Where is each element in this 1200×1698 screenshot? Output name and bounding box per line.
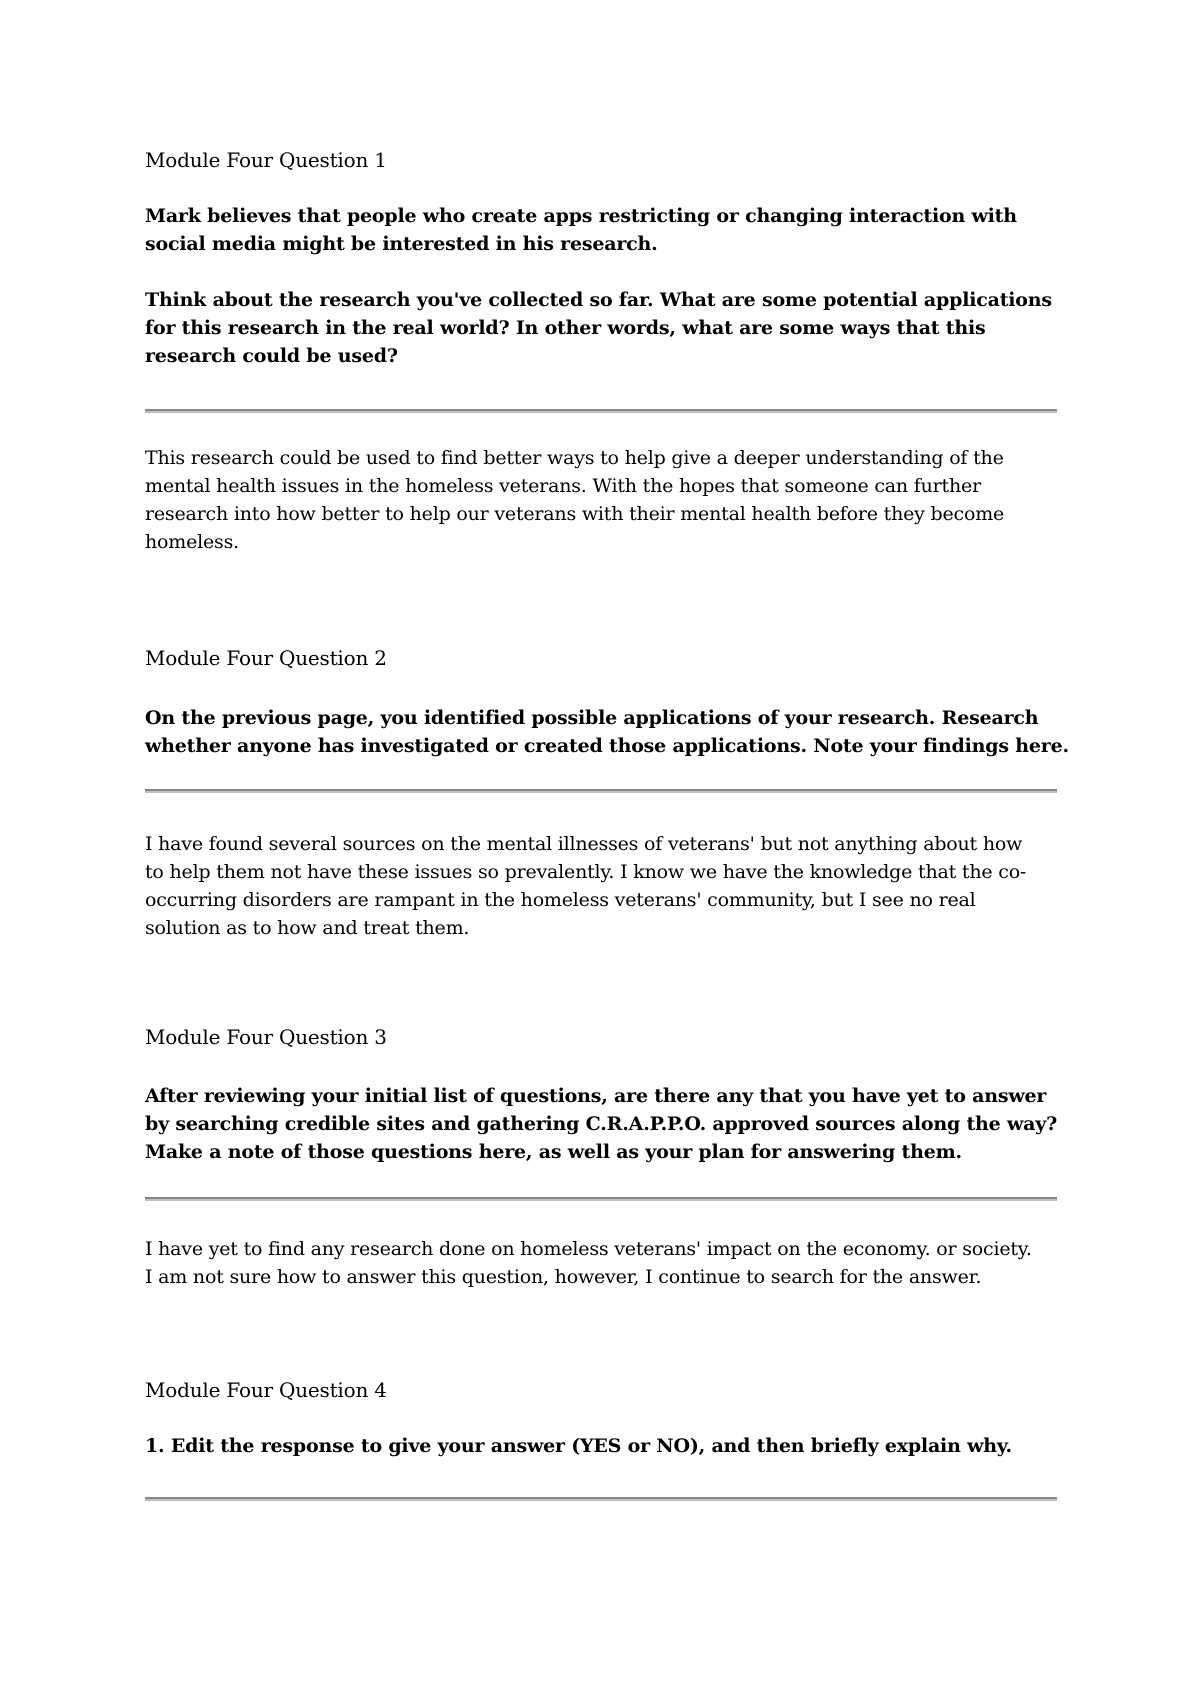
section-divider [145, 1197, 1057, 1201]
question-4-prompt-1 [145, 1432, 1012, 1460]
answer-line: This research could be used to find better ways to help give a deeper understanding of the [145, 447, 1004, 469]
question-2-prompt-1 [145, 704, 1069, 760]
question-3-prompt-1 [145, 1082, 1057, 1166]
answer-line: I have found several sources on the mental illnesses of veterans' but not anything about how [145, 833, 1023, 855]
answer-line: solution as to how and treat them. [145, 917, 470, 939]
prompt-line: Think about the research you've collected so far. What are some potential applications [145, 289, 1052, 311]
prompt-line: Make a note of those questions here, as well as your plan for answering them. [145, 1141, 962, 1163]
prompt-line: whether anyone has investigated or created those applications. Note your findings here. [145, 735, 1069, 757]
answer-line: occurring disorders are rampant in the homeless veterans' community, but I see no real [145, 889, 976, 911]
answer-line: I have yet to find any research done on homeless veterans' impact on the economy. or society. [145, 1238, 1032, 1260]
question-1-prompt-1 [145, 202, 1017, 258]
question-1-answer [145, 444, 1004, 556]
prompt-line: research could be used? [145, 345, 398, 367]
prompt-line: social media might be interested in his research. [145, 233, 658, 255]
prompt-line: by searching credible sites and gathering C.R.A.P.P.O. approved sources along the way? [145, 1113, 1058, 1135]
question-2-heading: Module Four Question 2 [145, 646, 387, 670]
prompt-line: for this research in the real world? In other words, what are some ways that this [145, 317, 986, 339]
prompt-line: 1. Edit the response to give your answer (YES or NO), and then briefly explain why. [145, 1435, 1012, 1457]
prompt-line: After reviewing your initial list of questions, are there any that you have yet to answer [145, 1085, 1047, 1107]
question-1-prompt-2 [145, 286, 1052, 370]
question-3-heading: Module Four Question 3 [145, 1025, 387, 1049]
answer-line: research into how better to help our veterans with their mental health before they become [145, 503, 1005, 525]
section-divider [145, 789, 1057, 793]
answer-line: homeless. [145, 531, 239, 553]
answer-line: to help them not have these issues so prevalently. I know we have the knowledge that the co- [145, 861, 1027, 883]
answer-line: mental health issues in the homeless veterans. With the hopes that someone can further [145, 475, 981, 497]
question-1-heading: Module Four Question 1 [145, 148, 387, 172]
section-divider [145, 1497, 1057, 1501]
question-2-answer [145, 830, 1026, 942]
question-3-answer [145, 1235, 1032, 1291]
prompt-line: On the previous page, you identified possible applications of your research. Research [145, 707, 1039, 729]
section-divider [145, 409, 1057, 413]
question-4-heading: Module Four Question 4 [145, 1378, 387, 1402]
prompt-line: Mark believes that people who create apps restricting or changing interaction with [145, 205, 1017, 227]
answer-line: I am not sure how to answer this question, however, I continue to search for the answer. [145, 1266, 982, 1288]
